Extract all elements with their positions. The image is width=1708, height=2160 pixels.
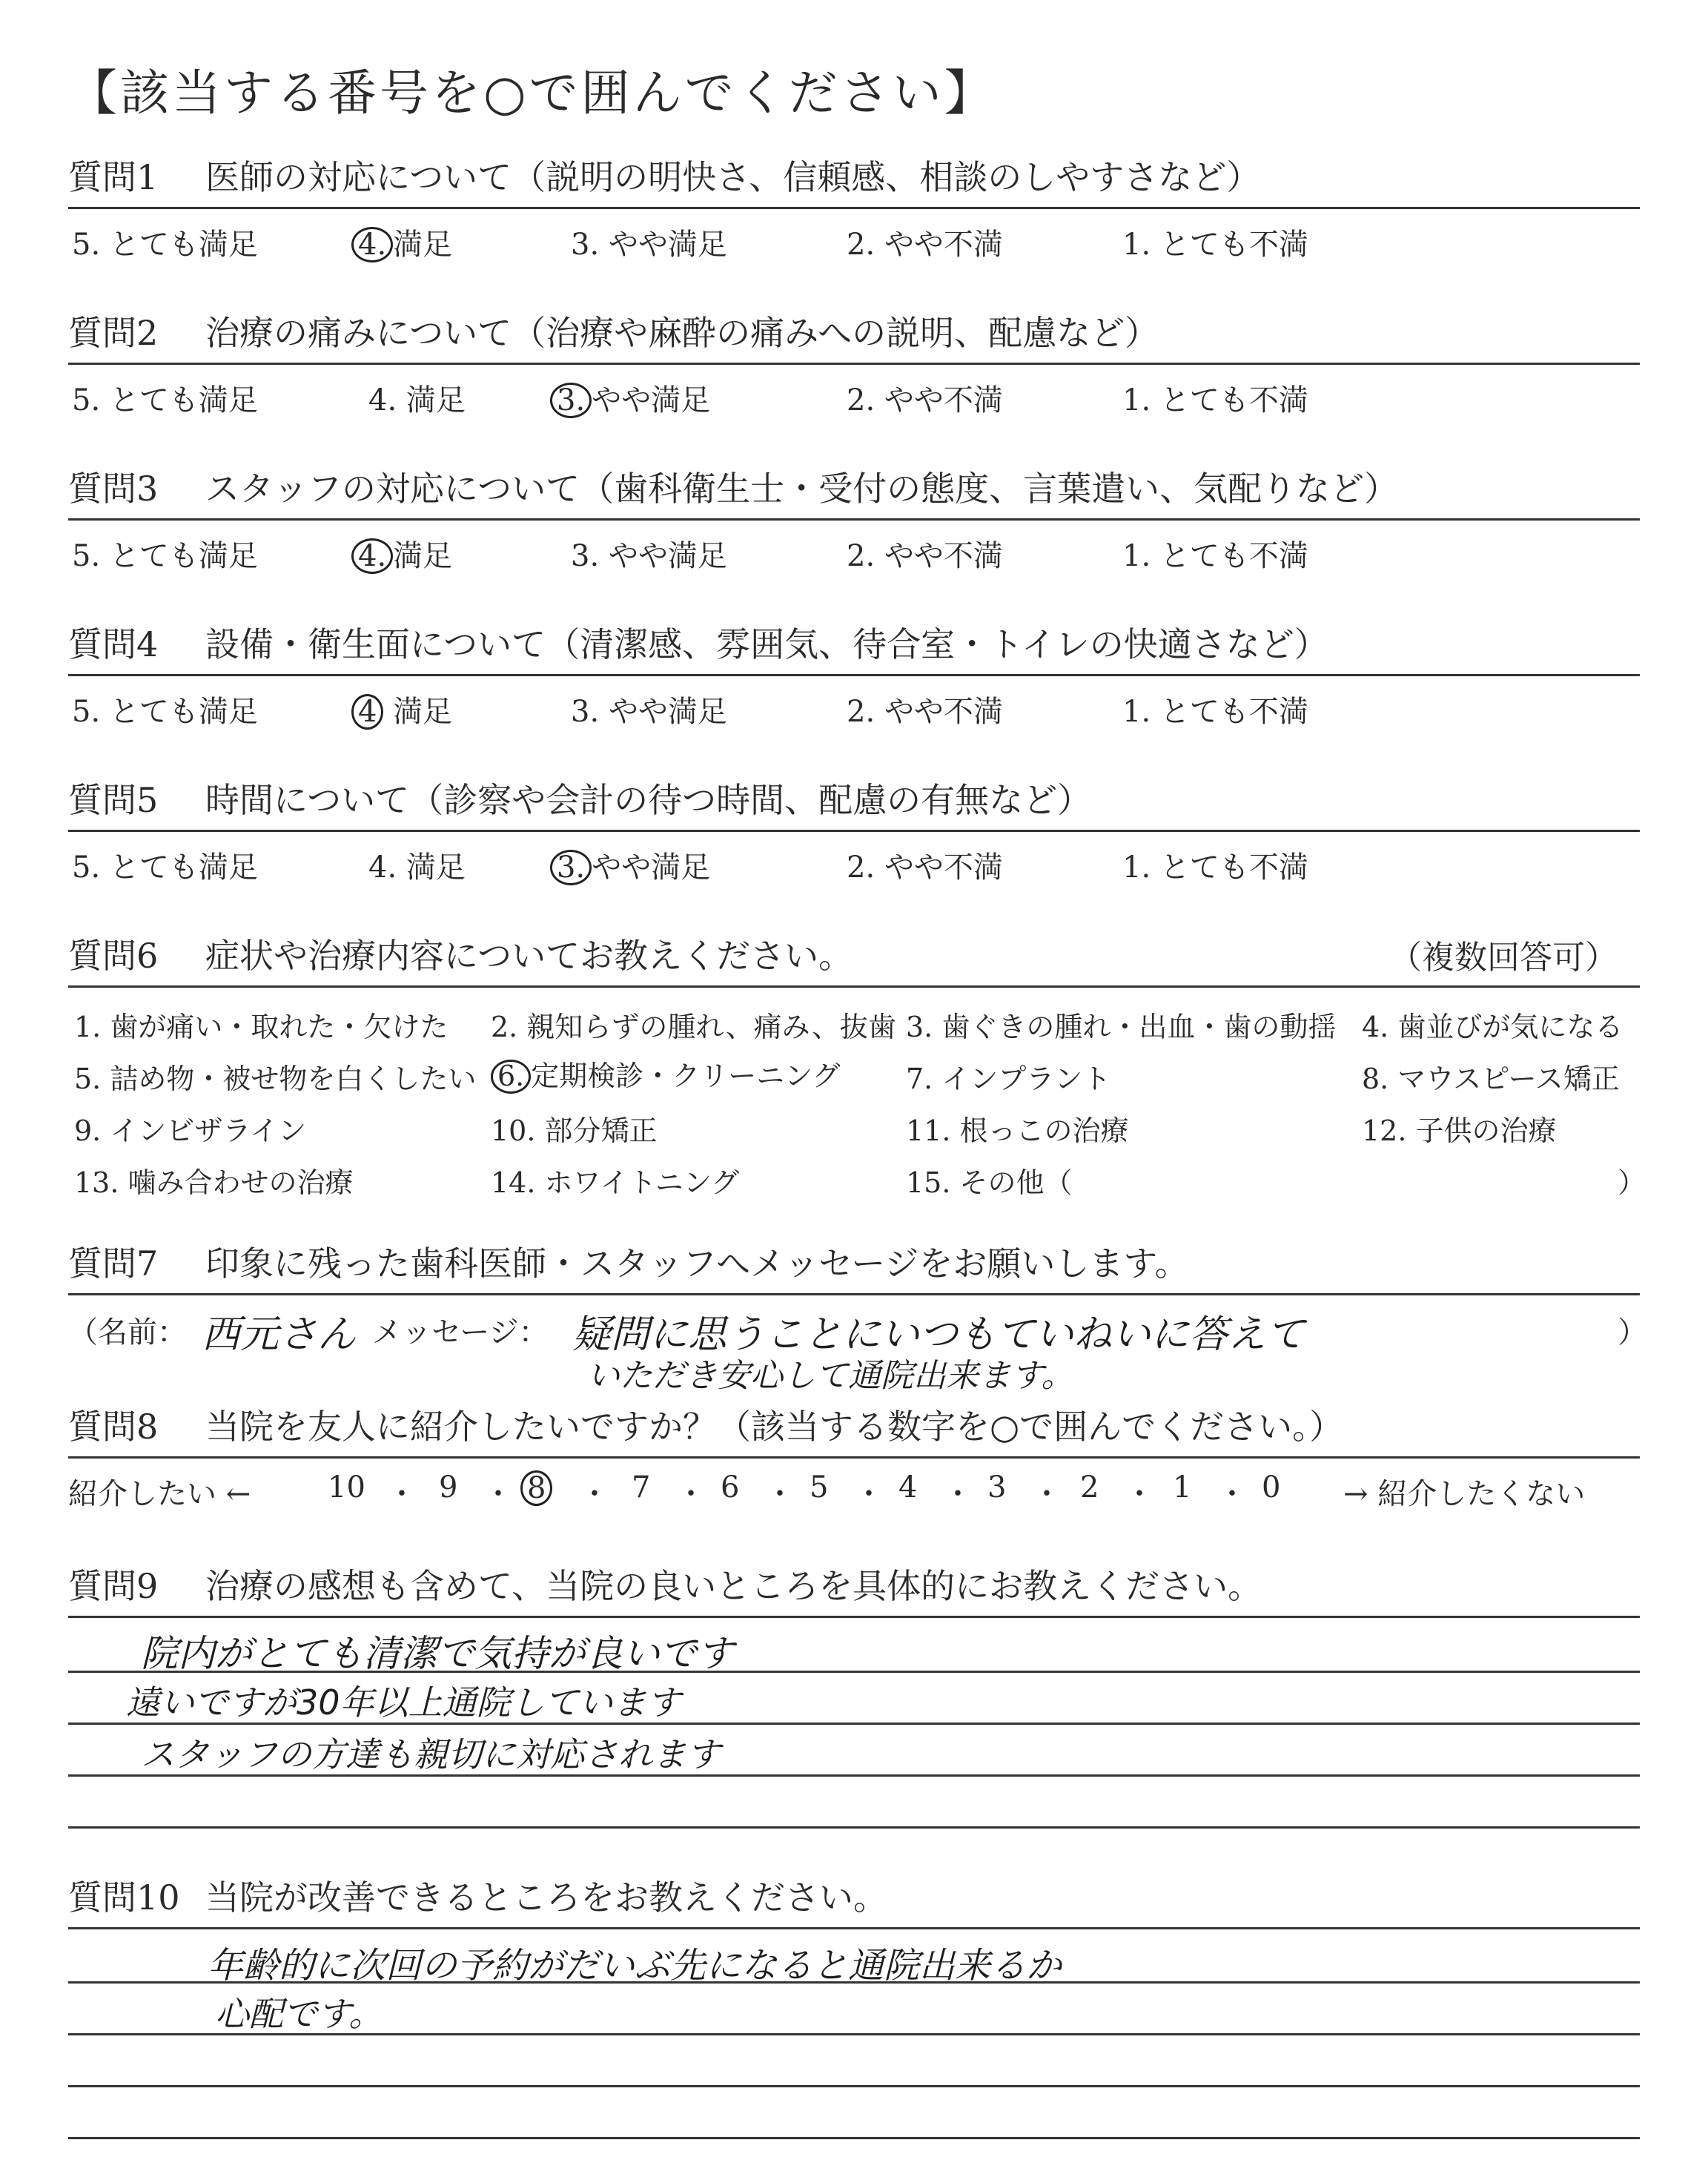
q1-option-2[interactable]: 2. やや不満 [847, 228, 1003, 262]
question-3-number: 質問3 [68, 469, 159, 509]
q8-dot: ・ [387, 1477, 417, 1511]
question-5-text: 時間について（診察や会計の待つ時間、配慮の有無など） [205, 780, 1092, 820]
question-4-options [68, 676, 1640, 736]
q8-number-4[interactable]: 4 [898, 1470, 918, 1505]
q7-message-label: メッセージ： [372, 1315, 549, 1350]
question-10-number: 質問10 [68, 1877, 180, 1918]
q6-option-10[interactable]: 10. 部分矯正 [491, 1114, 658, 1147]
q2-option-4[interactable]: 4. 満足 [368, 383, 466, 417]
q7-name-label: （名前： [68, 1315, 187, 1350]
q1-option-1[interactable]: 1. とても不満 [1122, 228, 1308, 262]
q6-option-6-selected[interactable] [491, 1053, 841, 1094]
question-2 [68, 308, 1640, 424]
question-8 [68, 1401, 1640, 1518]
q8-dot: ・ [1217, 1477, 1247, 1511]
selection-circle: 3. [550, 383, 592, 418]
q6-option-9[interactable]: 9. インビザライン [74, 1114, 307, 1147]
q10-answer-2[interactable]: 心配です。 [215, 1994, 383, 2034]
question-7-number: 質問7 [68, 1244, 159, 1284]
q6-option-4[interactable]: 4. 歯並びが気になる [1362, 1011, 1623, 1043]
selection-circle: 3. [550, 850, 592, 885]
q6-option-5[interactable]: 5. 詰め物・被せ物を白くしたい [74, 1063, 477, 1095]
question-2-number: 質問2 [68, 313, 159, 353]
q7-name-value[interactable]: 西元さん [202, 1312, 357, 1357]
q3-option-3[interactable]: 3. やや満足 [571, 539, 727, 573]
q6-option-7[interactable]: 7. インプラント [906, 1063, 1111, 1095]
q8-dot: ・ [1125, 1477, 1154, 1511]
q9-answer-line [68, 1826, 1640, 1829]
q1-option-3[interactable]: 3. やや満足 [571, 228, 727, 262]
q6-option-3[interactable]: 3. 歯ぐきの腫れ・出血・歯の動揺 [906, 1011, 1337, 1043]
q8-number-2[interactable]: 2 [1080, 1470, 1099, 1505]
q3-option-2[interactable]: 2. やや不満 [847, 539, 1003, 573]
question-7-text: 印象に残った歯科医師・スタッフへメッセージをお願いします。 [205, 1244, 1189, 1284]
question-3-text: スタッフの対応について（歯科衛生士・受付の態度、言葉遣い、気配りなど） [205, 469, 1399, 509]
q6-option-14[interactable]: 14. ホワイトニング [491, 1166, 740, 1199]
q8-number-8-selected[interactable] [520, 1470, 552, 1506]
question-6 [68, 931, 1646, 1210]
q8-dot: ・ [943, 1477, 973, 1511]
question-2-text: 治療の痛みについて（治療や麻酔の痛みへの説明、配慮など） [205, 313, 1159, 353]
q10-answer-line [68, 2137, 1640, 2139]
question-1-text: 医師の対応について（説明の明快さ、信頼感、相談のしやすさなど） [205, 157, 1261, 197]
q8-number-0[interactable]: 0 [1262, 1470, 1281, 1505]
q7-message-line-1[interactable]: 疑問に思うことにいつもていねいに答えて [572, 1312, 1305, 1357]
question-5-number: 質問5 [68, 780, 159, 820]
question-4-text: 設備・衛生面について（清潔感、雰囲気、待合室・トイレの快適さなど） [205, 624, 1328, 664]
q6-option-8[interactable]: 8. マウスピース矯正 [1362, 1063, 1620, 1095]
selection-circle: 6. [491, 1060, 531, 1094]
q8-number-3[interactable]: 3 [987, 1470, 1007, 1505]
q8-dot: ・ [1032, 1477, 1062, 1511]
q8-number-7[interactable]: 7 [632, 1470, 651, 1505]
q8-dot: ・ [765, 1477, 795, 1511]
question-3 [68, 463, 1640, 580]
q8-number-6[interactable]: 6 [721, 1470, 740, 1505]
question-9 [68, 1561, 1640, 1618]
q7-close-paren: ） [1618, 1315, 1647, 1350]
question-3-options [68, 521, 1640, 580]
q5-option-2[interactable]: 2. やや不満 [847, 851, 1003, 885]
q4-option-5[interactable]: 5. とても満足 [72, 695, 258, 729]
question-8-scale [68, 1459, 1640, 1518]
selection-circle: 4 [351, 694, 383, 730]
question-4-number: 質問4 [68, 624, 159, 664]
q6-option-15[interactable]: 15. その他（ [906, 1166, 1073, 1199]
selection-circle: 4. [351, 538, 393, 574]
q8-number-1[interactable]: 1 [1173, 1470, 1192, 1505]
question-9-number: 質問9 [68, 1566, 159, 1606]
q6-option-2[interactable]: 2. 親知らずの腫れ、痛み、抜歯 [491, 1011, 896, 1043]
q8-number-9[interactable]: 9 [439, 1470, 458, 1505]
q3-option-1[interactable]: 1. とても不満 [1122, 539, 1308, 573]
question-7-answer [68, 1295, 1647, 1395]
q3-option-5[interactable]: 5. とても満足 [72, 539, 258, 573]
q4-option-4-selected[interactable]: 4 満足 [351, 688, 452, 730]
q6-option-15-close: ） [1618, 1166, 1646, 1199]
question-6-text: 症状や治療内容についてお教えください。 [205, 936, 853, 976]
question-5-options [68, 832, 1640, 891]
q4-option-3[interactable]: 3. やや満足 [571, 695, 727, 729]
q5-option-3-selected[interactable]: 3. やや満足 [550, 844, 710, 886]
question-5 [68, 775, 1640, 891]
q8-dot: ・ [854, 1477, 884, 1511]
question-4 [68, 619, 1640, 736]
question-8-text: 当院を友人に紹介したいですか？（該当する数字を○で囲んでください。） [205, 1407, 1344, 1447]
q8-right-label: → 紹介したくない [1343, 1477, 1586, 1511]
question-2-options [68, 365, 1640, 424]
question-8-number: 質問8 [68, 1407, 159, 1447]
q4-option-1[interactable]: 1. とても不満 [1122, 695, 1308, 729]
q8-number-5[interactable]: 5 [810, 1470, 829, 1505]
question-6-options [68, 988, 1646, 1210]
q1-option-4-selected[interactable]: 4. 満足 [351, 221, 452, 263]
selection-circle: 8 [520, 1470, 552, 1506]
q6-option-11[interactable]: 11. 根っこの治療 [906, 1114, 1129, 1147]
question-9-text: 治療の感想も含めて、当院の良いところを具体的にお教えください。 [205, 1566, 1262, 1606]
q5-option-1[interactable]: 1. とても不満 [1122, 851, 1308, 885]
q9-answer-1[interactable]: 院内がとても清潔で気持が良いです [141, 1632, 734, 1675]
q2-option-3-selected[interactable]: 3. やや満足 [550, 377, 710, 419]
question-7 [68, 1238, 1647, 1395]
question-1-options [68, 209, 1640, 268]
question-1-number: 質問1 [68, 157, 159, 197]
question-6-number: 質問6 [68, 936, 159, 976]
q2-option-5[interactable]: 5. とても満足 [72, 383, 258, 417]
q2-option-1[interactable]: 1. とても不満 [1122, 383, 1308, 417]
q8-dot: ・ [483, 1477, 513, 1511]
question-1 [68, 152, 1640, 268]
q4-option-2[interactable]: 2. やや不満 [847, 695, 1003, 729]
question-10-text: 当院が改善できるところをお教えください。 [205, 1877, 887, 1918]
q6-option-12[interactable]: 12. 子供の治療 [1362, 1114, 1557, 1147]
q8-left-label: 紹介したい ← [68, 1477, 251, 1511]
q5-option-4[interactable]: 4. 満足 [368, 851, 466, 885]
page-title: 【該当する番号を○で囲んでください】 [68, 65, 996, 122]
q5-option-5[interactable]: 5. とても満足 [72, 851, 258, 885]
q3-option-4-selected[interactable]: 4. 満足 [351, 532, 452, 575]
question-6-note: （複数回答可） [1389, 939, 1618, 977]
q1-option-5[interactable]: 5. とても満足 [72, 228, 258, 262]
q2-option-2[interactable]: 2. やや不満 [847, 383, 1003, 417]
q6-option-6-label: 定期検診・クリーニング [531, 1060, 841, 1092]
question-10 [68, 1872, 1640, 1929]
q6-option-13[interactable]: 13. 噛み合わせの治療 [74, 1166, 354, 1199]
q9-answer-2[interactable]: 遠いですが30年以上通院しています [126, 1682, 681, 1723]
q9-answer-3[interactable]: スタッフの方達も親切に対応されます [141, 1734, 721, 1774]
q10-answer-1[interactable]: 年齢的に次回の予約がだいぶ先になると通院出来るか [208, 1945, 1062, 1986]
selection-circle: 4. [351, 227, 393, 262]
q6-option-1[interactable]: 1. 歯が痛い・取れた・欠けた [74, 1011, 448, 1043]
q10-answer-line [68, 2085, 1640, 2087]
q8-dot: ・ [580, 1477, 609, 1511]
q8-dot: ・ [676, 1477, 706, 1511]
q8-number-10[interactable]: 10 [328, 1470, 365, 1505]
q7-message-line-2[interactable]: いただき安心して通院出来ます。 [587, 1357, 1074, 1395]
